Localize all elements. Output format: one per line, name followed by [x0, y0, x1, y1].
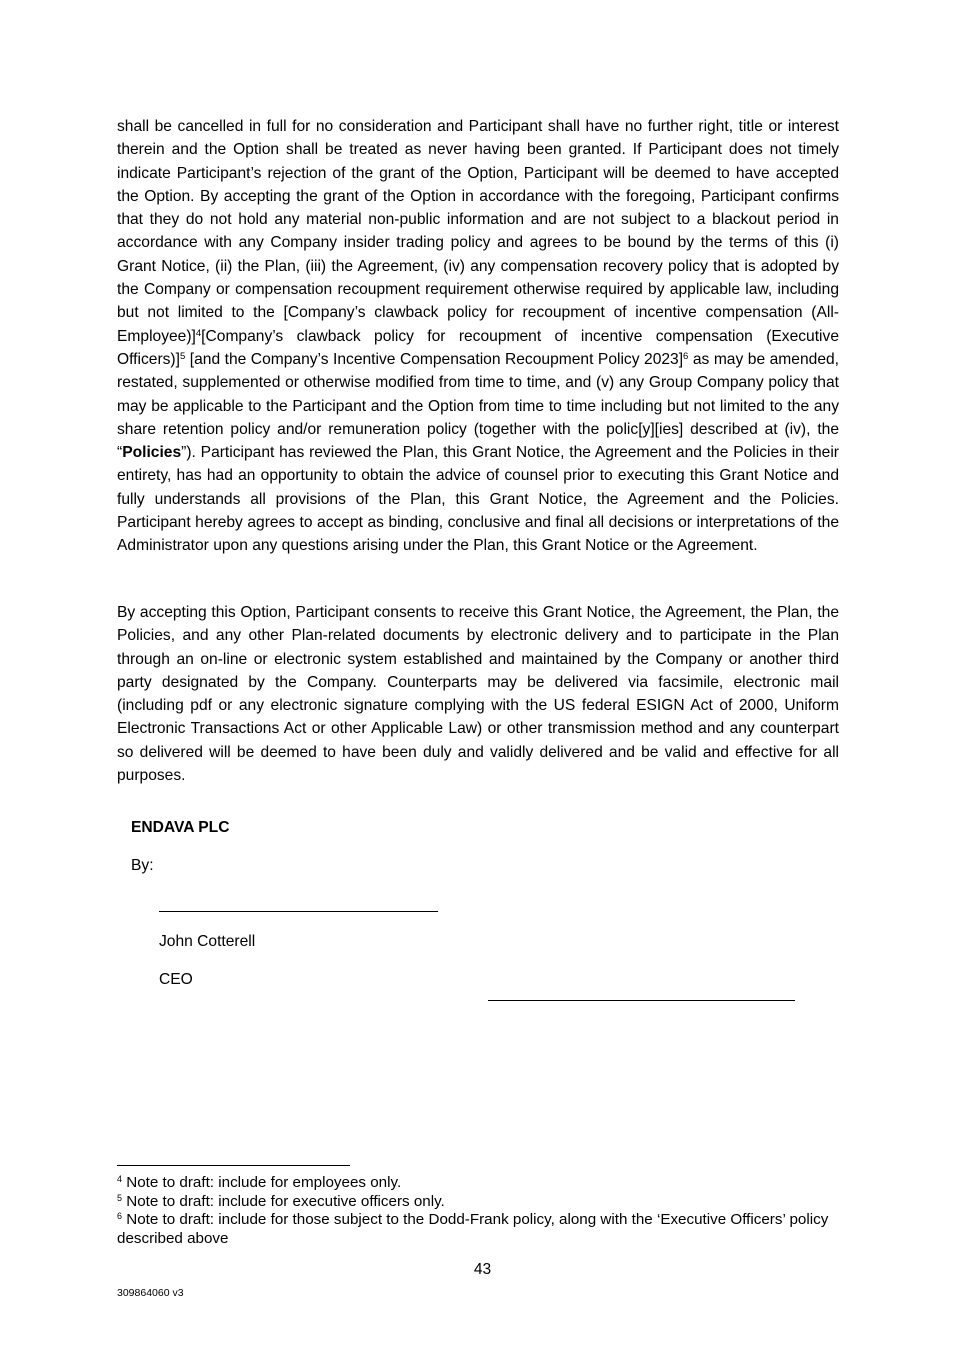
footnote-6 [117, 1211, 852, 1248]
company-name: ENDAVA PLC [131, 819, 230, 836]
para1-text-d: as may be amended, restated, supplemented or otherwise modified from time to time, and (v) any Group Company policy that may be applicable to the Participant and the Option from time to time including but not limited to the any share retention policy and/or remuneration policy (together with the polic[y][ies] described at (iv), the “ [117, 350, 839, 462]
para1-text-c: [and the Company’s Incentive Compensation Recoupment Policy 2023] [185, 350, 684, 368]
signature-line-company [159, 911, 438, 912]
footnote-separator [117, 1165, 350, 1166]
footnote-number: 6 [117, 1211, 123, 1222]
para1-text-e: ”). Participant has reviewed the Plan, this Grant Notice, the Agreement and the Policies in their entirety, has had an opportunity to obtain the advice of counsel prior to executing this Grant Notice and fully understands all provisions of the Plan, this Grant Notice, the Agreement and the Policies. Participant hereby agrees to accept as binding, conclusive and final all decisions or interpretations of the Administrator upon any questions arising under the Plan, this Grant Notice or the Agreement. [117, 444, 839, 555]
body-paragraph-2: By accepting this Option, Participant consents to receive this Grant Notice, the Agreement, the Plan, the Policies, and any other Plan-related documents by electronic delivery and to participate in the Plan through an on-line or electronic system established and maintained by the Company or another third party designated by the Company. Counterparts may be delivered via facsimile, electronic mail (including pdf or any electronic signature complying with the US federal ESIGN Act of 2000, Uniform Electronic Transactions Act or other Applicable Law) or other transmission method and any counterpart so delivered will be deemed to have been duly and validly delivered and be valid and effective for all purposes. [117, 604, 839, 785]
footnote-5 [117, 1193, 852, 1212]
para1-text-b: [Company’s clawback policy for recoupment of incentive compensation (Executive Officers)] [117, 327, 839, 368]
by-label: By: [131, 857, 154, 874]
signer-title: CEO [159, 971, 193, 988]
document-id: 309864060 v3 [117, 1287, 184, 1299]
policies-defined-term: Policies [122, 444, 182, 462]
signature-line-participant [488, 1000, 795, 1001]
footnote-ref-6[interactable]: 6 [683, 350, 689, 362]
footnote-text: Note to draft: include for employees only. [122, 1174, 402, 1191]
body-paragraph-1 [117, 115, 839, 558]
footnote-text: Note to draft: include for executive officers only. [122, 1192, 445, 1210]
footnote-ref-5[interactable]: 5 [179, 350, 186, 362]
para1-text-a: shall be cancelled in full for no consideration and Participant shall have no further right, title or interest therein and the Option shall be treated as never having been granted. If Participant does not timely indicate Participant’s rejection of the grant of the Option, Participant will be deemed to have accepted the Option. By accepting the grant of the Option in accordance with the foregoing, Participant confirms that they do not hold any material non-public information and are not subject to a blackout period in accordance with any Company insider trading policy and agrees to be bound by the terms of this (i) Grant Notice, (ii) the Plan, (iii) the Agreement, (iv) any compensation recovery policy that is adopted by the Company or compensation recoupment requirement otherwise required by applicable law, including but not limited to the [Company’s clawback policy for recoupment of incentive compensation (All-Employee)] [117, 118, 839, 345]
page-number: 43 [473, 1261, 492, 1278]
footnote-number: 5 [117, 1192, 123, 1203]
signer-name: John Cotterell [159, 933, 256, 950]
footnotes [117, 1174, 852, 1248]
footnote-ref-4[interactable]: 4 [195, 327, 202, 339]
footnote-number: 4 [117, 1174, 123, 1184]
footnote-text: Note to draft: include for those subject to the Dodd-Frank policy, along with the ‘Executive Officers’ policy described above [117, 1211, 829, 1247]
footnote-4 [117, 1174, 852, 1193]
